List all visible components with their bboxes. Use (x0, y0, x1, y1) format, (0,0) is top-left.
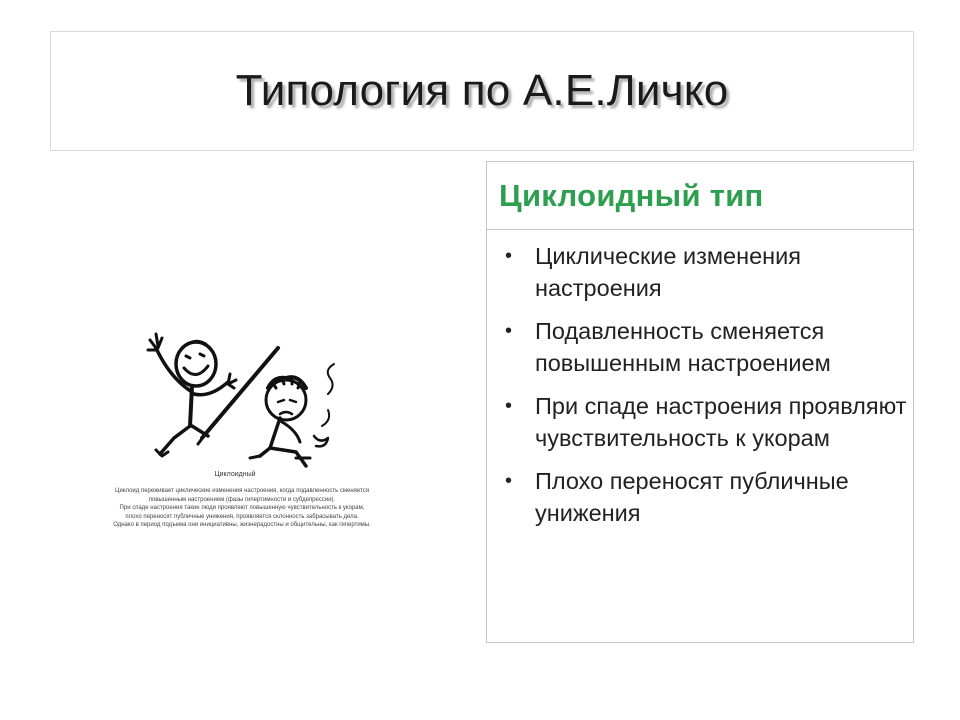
card-header (487, 162, 913, 230)
bullet-item (487, 240, 913, 304)
card-heading: Циклоидный тип (499, 177, 764, 213)
bullet-text: Плохо переносят публичные унижения (535, 468, 849, 526)
type-card (486, 161, 914, 643)
slide-title: Типология по А.Е.Личко (235, 66, 729, 115)
bullet-dot-icon: • (505, 470, 513, 492)
bullet-text: Подавленность сменяется повышенным настроением (535, 318, 831, 376)
bullet-dot-icon: • (505, 395, 513, 417)
caption-line: Однако в период подъема они инициативны, жизнерадостны и общительны, как гипертимы. (113, 522, 371, 529)
bullet-text: При спаде настроения проявляют чувствительность к укорам (535, 393, 907, 451)
title-box (50, 31, 914, 151)
caption-line: При спаде настроения такие люди проявляют повышенную чувствительность к укорам, (119, 505, 365, 512)
bullet-text: Циклические изменения настроения (535, 243, 801, 301)
bullet-item (487, 390, 913, 454)
bullet-dot-icon: • (505, 320, 513, 342)
caption-line: Циклоид переживает циклические изменения настроения, когда подавленность сменяется (115, 488, 369, 494)
illustration-caption-title: Циклоидный (214, 471, 256, 478)
bullet-list (487, 230, 913, 529)
illustration-caption-body (102, 487, 382, 530)
bullet-item (487, 315, 913, 379)
caption-line: повышенным настроением (фазы гипертимности и субдепрессии). (148, 496, 336, 503)
caption-line: плохо переносят публичные унижения, проявляется склонность забрасывать дела. (125, 513, 359, 520)
bullet-item (487, 465, 913, 529)
bullet-dot-icon: • (505, 245, 513, 267)
